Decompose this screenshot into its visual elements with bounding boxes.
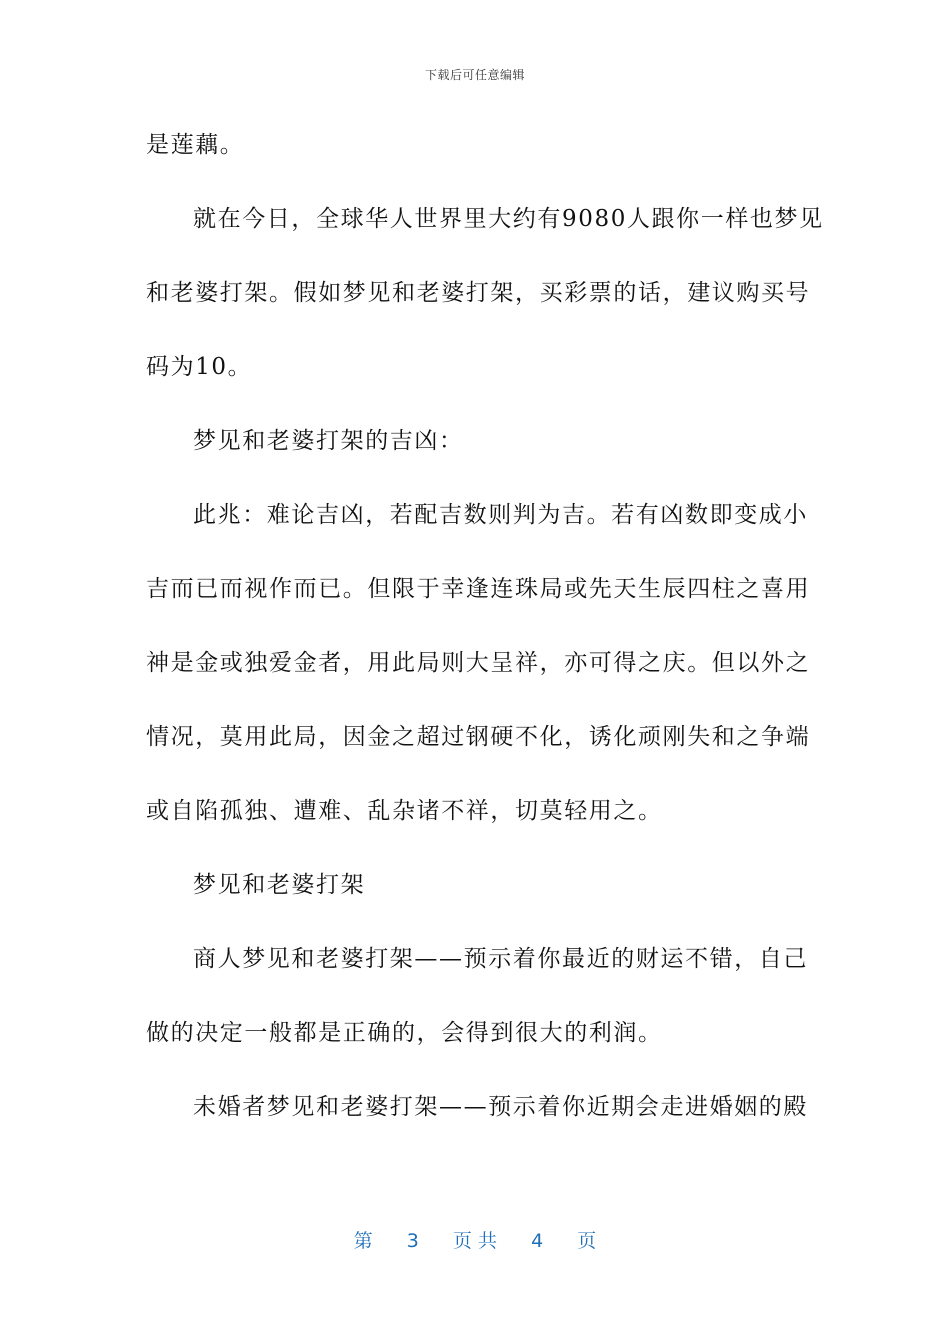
text-line: 神是金或独爱金者，用此局则大呈祥，亦可得之庆。但以外之 [146, 650, 811, 676]
text-line: 和老婆打架。假如梦见和老婆打架，买彩票的话，建议购买号 [146, 280, 811, 306]
text-line: 就在今日，全球华人世界里大约有9080人跟你一样也梦见 [193, 206, 824, 232]
text-line: 梦见和老婆打架的吉凶： [193, 428, 464, 454]
text-line: 吉而已而视作而已。但限于幸逢连珠局或先天生辰四柱之喜用 [146, 576, 811, 602]
body-text [146, 122, 824, 1158]
footer-middle: 页 共 [452, 1230, 498, 1252]
text-line: 未婚者梦见和老婆打架——预示着你近期会走进婚姻的殿 [193, 1094, 808, 1120]
footer-prefix: 第 [353, 1230, 373, 1252]
text-line: 此兆：难论吉凶，若配吉数则判为吉。若有凶数即变成小 [193, 502, 808, 528]
current-page-number: 3 [406, 1230, 419, 1252]
text-line: 或自陷孤独、遭难、乱杂诸不祥，切莫轻用之。 [146, 798, 663, 824]
text-line: 做的决定一般都是正确的，会得到很大的利润。 [146, 1020, 663, 1046]
page-footer [0, 1226, 950, 1253]
total-pages-number: 4 [531, 1230, 544, 1252]
page-header: 下载后可任意编辑 [424, 68, 525, 82]
text-line: 码为10。 [146, 354, 253, 380]
text-line: 情况，莫用此局，因金之超过钢硬不化，诱化顽刚失和之争端 [146, 724, 811, 750]
text-line: 是莲藕。 [146, 132, 245, 158]
text-line: 梦见和老婆打架 [193, 872, 366, 898]
text-line: 商人梦见和老婆打架——预示着你最近的财运不错，自己 [193, 946, 808, 972]
footer-suffix: 页 [577, 1230, 597, 1252]
